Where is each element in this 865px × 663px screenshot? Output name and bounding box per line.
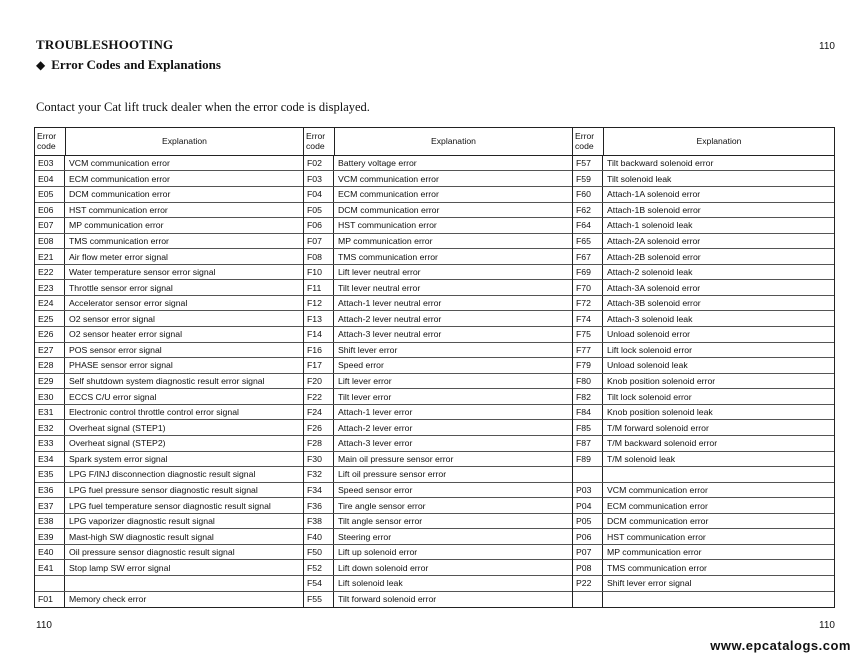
error-explanation: Attach-2 solenoid leak [607,267,693,278]
table-row [35,311,303,327]
error-code: F70 [573,280,603,295]
table-row [35,592,303,608]
table-row [35,280,303,296]
error-code: F36 [304,498,334,513]
error-explanation: DCM communication error [607,516,709,527]
error-explanation: Attach-3A solenoid error [607,282,701,293]
table-row [304,234,572,250]
table-row [304,467,572,483]
error-explanation: Overheat signal (STEP2) [69,438,166,449]
error-explanation: T/M forward solenoid error [607,422,709,433]
table-row [304,249,572,265]
table-row [304,265,572,281]
table-row [573,296,834,312]
table-header [35,128,303,156]
table-row [304,218,572,234]
table-row [304,452,572,468]
error-code: F77 [573,343,603,358]
error-code: F40 [304,529,334,544]
table-row [573,358,834,374]
table-row [573,405,834,421]
error-code [573,592,603,608]
error-explanation: Tilt lever error [338,391,392,402]
error-code: E08 [35,234,65,249]
error-code: E41 [35,560,65,575]
error-explanation: Attach-1B solenoid error [607,204,701,215]
error-explanation: MP communication error [338,235,433,246]
header-code-line2: code [575,141,594,152]
table-row [573,187,834,203]
table-row [573,311,834,327]
error-explanation: T/M backward solenoid error [607,438,718,449]
error-explanation: Attach-3B solenoid error [607,298,701,309]
error-explanation: Tilt forward solenoid error [338,594,437,605]
error-code: P07 [573,545,603,560]
header-code-line2: code [37,141,56,152]
error-code: F62 [573,203,603,218]
header-code [35,128,66,155]
table-row [304,156,572,172]
error-code: E26 [35,327,65,342]
table-row [35,234,303,250]
error-code: F59 [573,171,603,186]
table-row [573,171,834,187]
table-row [304,498,572,514]
header-explanation: Explanation [431,136,476,147]
table-row [35,374,303,390]
error-code: E21 [35,249,65,264]
error-explanation: Shift lever error [338,344,398,355]
table-row [304,560,572,576]
table-row [35,452,303,468]
error-code: F38 [304,514,334,529]
error-code: F79 [573,358,603,373]
error-explanation: VCM communication error [338,173,439,184]
table-row [35,405,303,421]
error-explanation: Attach-2B solenoid error [607,251,701,262]
error-explanation: Electronic control throttle control error signal [69,407,239,418]
table-row [304,203,572,219]
table-row [35,420,303,436]
error-explanation: Speed sensor error [338,484,413,495]
error-explanation: Air flow meter error signal [69,251,168,262]
table-row [573,592,834,608]
error-explanation: MP communication error [607,547,702,558]
error-code: E36 [35,483,65,498]
error-code: F75 [573,327,603,342]
error-explanation: Tilt solenoid leak [607,173,672,184]
error-explanation: ECM communication error [607,500,708,511]
error-explanation: Unload solenoid error [607,329,691,340]
table-row [304,358,572,374]
error-explanation: Water temperature sensor error signal [69,267,216,278]
table-row [573,343,834,359]
error-explanation: Attach-1 lever neutral error [338,298,442,309]
error-code: E28 [35,358,65,373]
table-row [573,420,834,436]
error-code: E25 [35,311,65,326]
error-code: E05 [35,187,65,202]
table-header [304,128,572,156]
error-code: E29 [35,374,65,389]
error-code: F30 [304,452,334,467]
error-explanation: Attach-3 lever neutral error [338,329,442,340]
error-explanation: POS sensor error signal [69,344,162,355]
watermark: www.epcatalogs.com [710,638,851,653]
header-code [304,128,335,155]
error-code: E06 [35,203,65,218]
error-code: F80 [573,374,603,389]
table-row [573,280,834,296]
table-row [304,374,572,390]
error-explanation: TMS communication error [607,562,707,573]
error-code: P05 [573,514,603,529]
error-explanation: Tilt lock solenoid error [607,391,692,402]
error-code: F87 [573,436,603,451]
error-code: F08 [304,249,334,264]
error-code: F65 [573,234,603,249]
intro-text: Contact your Cat lift truck dealer when the error code is displayed. [36,100,370,114]
error-explanation: ECCS C/U error signal [69,391,157,402]
error-explanation [603,467,834,482]
subtitle-text: Error Codes and Explanations [51,57,221,72]
error-code [573,467,603,482]
table-row [573,498,834,514]
error-code: P04 [573,498,603,513]
error-explanation: Lift lever error [338,376,392,386]
error-explanation: LPG F/INJ disconnection diagnostic result signal [69,469,256,480]
error-code: E40 [35,545,65,560]
table-row [573,545,834,561]
table-row [304,171,572,187]
table-row [573,452,834,468]
error-explanation: PHASE sensor error signal [69,360,173,371]
table-row [573,560,834,576]
header-code-line2: code [306,141,325,152]
error-explanation: Lift oil pressure sensor error [338,469,447,480]
table-row [304,420,572,436]
page-number-top: 110 [819,41,835,52]
error-explanation: Knob position solenoid error [607,376,716,386]
error-explanation: LPG fuel pressure sensor diagnostic result signal [69,484,258,495]
error-code: P08 [573,560,603,575]
error-code [35,576,65,591]
error-explanation: TMS communication error [338,251,438,262]
page-number-bottom-right: 110 [819,620,835,631]
error-code: F52 [304,560,334,575]
table-row [35,171,303,187]
table-row [35,483,303,499]
table-row [304,389,572,405]
error-code: F50 [304,545,334,560]
error-explanation: O2 sensor error signal [69,313,155,324]
table-row [35,498,303,514]
error-code: E27 [35,343,65,358]
error-explanation: LPG fuel temperature sensor diagnostic result signal [69,500,271,511]
error-code: P06 [573,529,603,544]
table-row [35,218,303,234]
table-row [573,156,834,172]
error-code: F24 [304,405,334,420]
table-column-1 [35,128,304,607]
error-code: E37 [35,498,65,513]
error-explanation: Main oil pressure sensor error [338,453,454,464]
table-row [573,483,834,499]
error-explanation: Tilt backward solenoid error [607,158,714,169]
error-code: F64 [573,218,603,233]
error-explanation: MP communication error [69,220,164,231]
header-code-line1: Error [575,131,595,142]
error-code: F20 [304,374,334,389]
header-explanation: Explanation [696,136,742,147]
table-row [35,545,303,561]
error-code: E03 [35,156,65,171]
error-code: F67 [573,249,603,264]
error-explanation: ECM communication error [69,173,170,184]
error-explanation: Attach-1 solenoid leak [607,220,693,231]
table-row [304,592,572,608]
table-row [304,280,572,296]
error-code: F04 [304,187,334,202]
header-code [573,128,604,155]
error-explanation: DCM communication error [338,204,440,215]
error-explanation: Memory check error [69,594,147,605]
error-code: E39 [35,529,65,544]
table-row [573,389,834,405]
table-row [573,467,834,483]
error-explanation: Lift solenoid leak [338,578,403,589]
error-explanation: Tire angle sensor error [338,500,426,511]
table-row [35,467,303,483]
error-explanation: Self shutdown system diagnostic result error signal [69,376,265,386]
error-code: F74 [573,311,603,326]
error-code: F28 [304,436,334,451]
error-explanation: VCM communication error [69,158,170,169]
error-code: F84 [573,405,603,420]
table-row [573,529,834,545]
error-explanation: HST communication error [338,220,437,231]
error-explanation: Attach-2 lever neutral error [338,313,442,324]
error-code: E34 [35,452,65,467]
error-explanation: Overheat signal (STEP1) [69,422,166,433]
table-row [304,576,572,592]
table-header [573,128,834,156]
table-row [35,187,303,203]
table-row [573,374,834,390]
error-explanation: Battery voltage error [338,158,417,169]
error-explanation: HST communication error [69,204,168,215]
diamond-bullet-icon: ◆ [36,58,46,72]
table-row [304,296,572,312]
error-explanation: DCM communication error [69,189,171,200]
error-explanation: Attach-3 solenoid leak [607,313,693,324]
error-explanation: Lift up solenoid error [338,547,418,558]
error-explanation: Attach-2 lever error [338,422,413,433]
table-row [304,405,572,421]
error-code: F02 [304,156,334,171]
table-row [35,203,303,219]
error-code: F12 [304,296,334,311]
error-code: F34 [304,483,334,498]
table-row [573,234,834,250]
error-code: F22 [304,389,334,404]
error-code: F32 [304,467,334,482]
error-explanation: ECM communication error [338,189,439,200]
error-explanation: Unload solenoid leak [607,360,688,371]
error-code: E31 [35,405,65,420]
section-subtitle [36,57,221,73]
error-code: F54 [304,576,334,591]
error-code: F06 [304,218,334,233]
error-explanation: Mast-high SW diagnostic result signal [69,531,214,542]
table-row [573,203,834,219]
table-row [304,483,572,499]
error-explanation: T/M solenoid leak [607,453,676,464]
error-explanation: Stop lamp SW error signal [69,562,171,573]
error-explanation: LPG vaporizer diagnostic result signal [69,516,215,527]
table-row [35,265,303,281]
error-explanation: O2 sensor heater error signal [69,329,182,340]
error-explanation: TMS communication error [69,235,169,246]
header-code-line1: Error [306,131,326,142]
error-code: E38 [35,514,65,529]
error-code: E35 [35,467,65,482]
table-row [35,358,303,374]
error-code-table [34,127,835,608]
table-row [35,529,303,545]
error-code: F03 [304,171,334,186]
error-code: P22 [573,576,603,591]
error-explanation: Tilt angle sensor error [338,516,423,527]
error-code: F72 [573,296,603,311]
error-code: F60 [573,187,603,202]
page-title: TROUBLESHOOTING [36,37,174,52]
error-code: F13 [304,311,334,326]
error-code: E32 [35,420,65,435]
error-code: F10 [304,265,334,280]
error-explanation [603,592,834,608]
table-row [573,218,834,234]
error-code: E22 [35,265,65,280]
error-explanation: Throttle sensor error signal [69,282,173,293]
page-number-bottom-left: 110 [36,620,52,631]
table-row [573,327,834,343]
error-explanation: Spark system error signal [69,453,168,464]
error-code: F26 [304,420,334,435]
table-row [35,514,303,530]
error-explanation: Lift lock solenoid error [607,344,692,355]
table-row [35,436,303,452]
error-explanation: Knob position solenoid leak [607,407,713,418]
table-row [35,156,303,172]
table-row [573,249,834,265]
table-row [304,327,572,343]
error-explanation: Attach-1A solenoid error [607,189,701,200]
table-row [35,327,303,343]
error-code: E07 [35,218,65,233]
table-row [573,436,834,452]
error-code: E04 [35,171,65,186]
error-code: E24 [35,296,65,311]
error-code: F14 [304,327,334,342]
table-row [304,514,572,530]
error-explanation: Speed error [338,360,384,371]
table-row [35,560,303,576]
table-row [35,296,303,312]
error-code: F85 [573,420,603,435]
table-row [304,343,572,359]
table-row [35,389,303,405]
error-code: P03 [573,483,603,498]
error-code: F16 [304,343,334,358]
error-explanation: Attach-1 lever error [338,407,413,418]
error-code: F69 [573,265,603,280]
header-code-line1: Error [37,131,57,142]
error-explanation: Oil pressure sensor diagnostic result signal [69,547,235,558]
error-explanation: HST communication error [607,531,706,542]
table-row [35,249,303,265]
error-explanation: Attach-2A solenoid error [607,235,701,246]
table-row [304,545,572,561]
error-code: E23 [35,280,65,295]
error-code: F57 [573,156,603,171]
table-column-2 [304,128,573,607]
error-code: F05 [304,203,334,218]
table-row [304,529,572,545]
error-code: F17 [304,358,334,373]
table-row [304,436,572,452]
error-code: E30 [35,389,65,404]
error-code: F01 [35,592,65,608]
error-explanation: Lift down solenoid error [338,562,429,573]
error-code: E33 [35,436,65,451]
error-explanation: VCM communication error [607,484,708,495]
table-row [304,311,572,327]
error-code: F55 [304,592,334,608]
table-row [573,576,834,592]
header-explanation: Explanation [162,136,207,147]
error-code: F89 [573,452,603,467]
error-explanation: Lift lever neutral error [338,267,421,278]
error-explanation: Tilt lever neutral error [338,282,421,293]
error-explanation: Accelerator sensor error signal [69,298,188,309]
error-explanation [65,576,303,591]
table-row [304,187,572,203]
table-row [35,576,303,592]
table-column-3 [573,128,834,607]
table-row [35,343,303,359]
error-code: F11 [304,280,334,295]
table-row [573,514,834,530]
table-row [573,265,834,281]
error-explanation: Steering error [338,531,392,542]
error-explanation: Attach-3 lever error [338,438,413,449]
error-explanation: Shift lever error signal [607,578,692,589]
error-code: F07 [304,234,334,249]
error-code: F82 [573,389,603,404]
